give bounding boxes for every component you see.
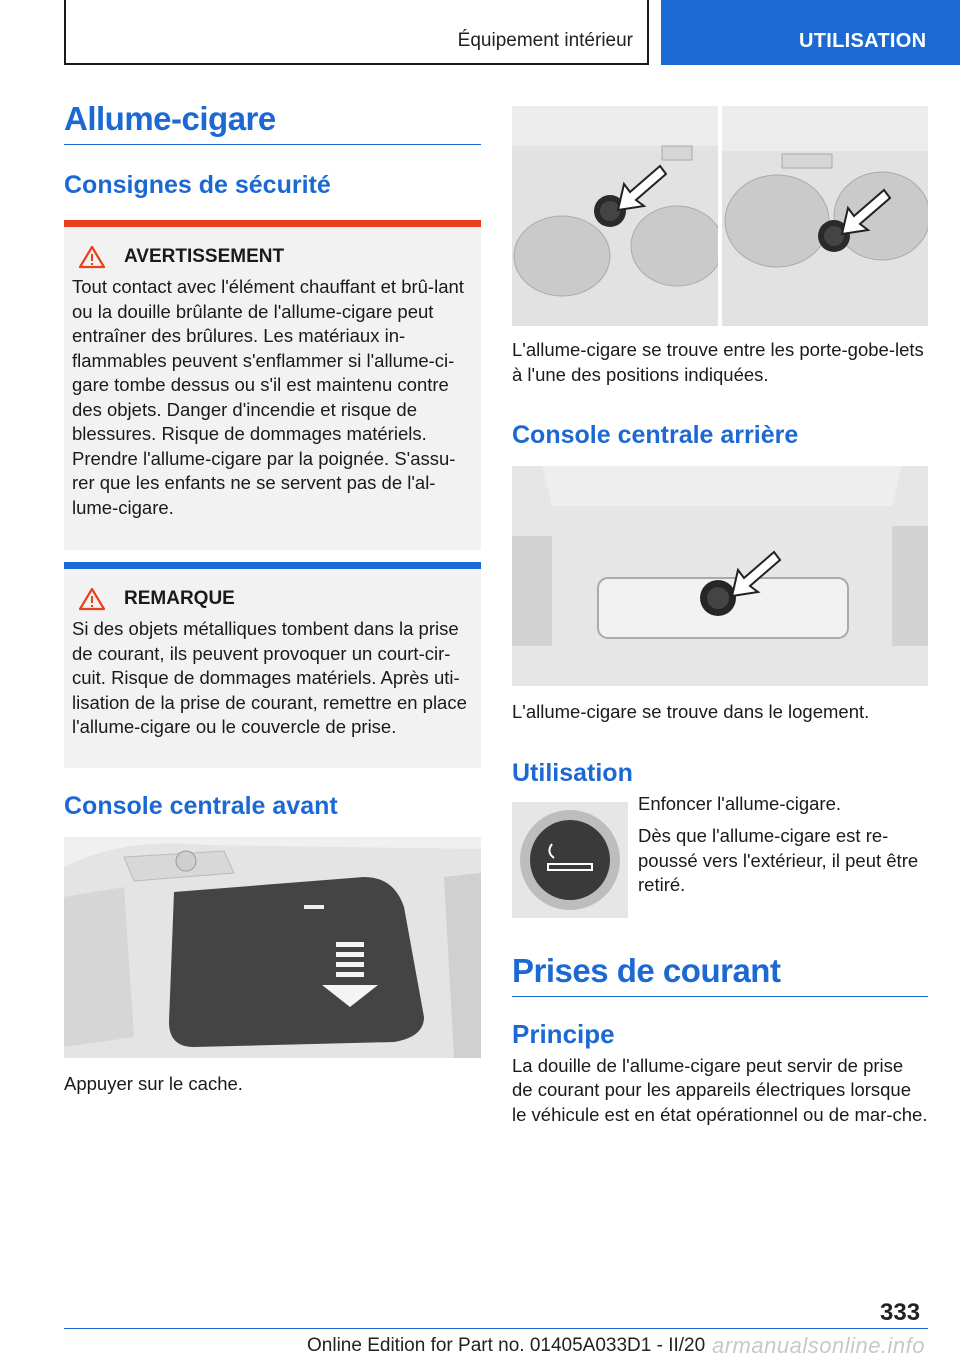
footer-edition: Online Edition for Part no. 01405A033D1 - II/20: [307, 1335, 706, 1356]
rear-console-heading: Console centrale arrière: [512, 421, 799, 449]
principle-heading: Principe: [512, 1018, 615, 1049]
sockets-title: Prises de courant: [512, 951, 781, 989]
warning-label: AVERTISSEMENT: [124, 246, 285, 267]
page-title: Allume-cigare: [64, 100, 276, 137]
note-text: Si des objets métalliques tombent dans la prise de courant, ils peuvent provoquer un court-cir-cuit. Risque de dommages matériels. Après uti-lisation de la prise de courant, remettre en place l'allume-cigare ou le couvercle de prise.: [72, 618, 467, 737]
footer-rule: [64, 1328, 928, 1329]
warning-triangle-icon: [78, 245, 106, 269]
header-chapter-tab[interactable]: [661, 0, 960, 65]
sockets-title-block: [512, 952, 928, 997]
front-console-heading: Console centrale avant: [64, 792, 338, 820]
usage-text: [638, 792, 928, 918]
warning-box: [64, 220, 481, 550]
page-number: 333: [880, 1299, 921, 1326]
front-cupholder-caption: L'allume-cigare se trouve entre les porte-gobe-lets à l'une des positions indiquées.: [512, 339, 924, 385]
note-title: [72, 587, 473, 611]
header-section-box: [64, 0, 649, 65]
front-console-caption: Appuyer sur le cache.: [64, 1073, 243, 1094]
usage-heading: Utilisation: [512, 758, 633, 787]
footer-watermark-logo[interactable]: armanualsonline.info: [712, 1333, 926, 1358]
header-section-title: Équipement intérieur: [457, 30, 633, 51]
usage-block: [512, 792, 928, 918]
warning-text: Tout contact avec l'élément chauffant et brû-lant ou la douille brûlante de l'allume-cigare peut entraîner des brûlures. Les matériaux in-flammables peuvent s'enflammer si l'allume-ci-gare tombe dessus ou s'il est maintenu contre des objets. Danger d'incendie et risque de blessures. Risque de dommages matériels. Prendre l'allume-cigare par la poignée. S'assu-rer que les enfants ne se servent pas de l'al-lume-cigare.: [72, 276, 464, 518]
note-label: REMARQUE: [124, 588, 235, 609]
usage-step-1: Enfoncer l'allume-cigare.: [638, 792, 842, 814]
front-cupholder-images: [512, 106, 928, 326]
title-block: [64, 100, 481, 145]
front-console-cover-image: [64, 837, 481, 1058]
left-column: [64, 100, 481, 1097]
header-chapter-title: UTILISATION: [799, 30, 927, 52]
right-column: [512, 106, 928, 1127]
rear-console-caption: L'allume-cigare se trouve dans le logement.: [512, 701, 870, 722]
cupholder-image-left: [512, 106, 718, 326]
cupholder-image-right: [722, 106, 928, 326]
usage-step-2: Dès que l'allume-cigare est re-poussé vers l'extérieur, il peut être retiré.: [638, 825, 919, 895]
safety-heading: Consignes de sécurité: [64, 171, 331, 199]
warning-title: [72, 245, 473, 269]
note-box: [64, 562, 481, 768]
cigar-lighter-image: [512, 802, 628, 918]
principle-text: La douille de l'allume-cigare peut servir de prise de courant pour les appareils électriques lorsque le véhicule est en état opérationnel ou de mar-che.: [512, 1054, 928, 1125]
caution-triangle-icon: [78, 587, 106, 611]
rear-console-image: [512, 466, 928, 686]
